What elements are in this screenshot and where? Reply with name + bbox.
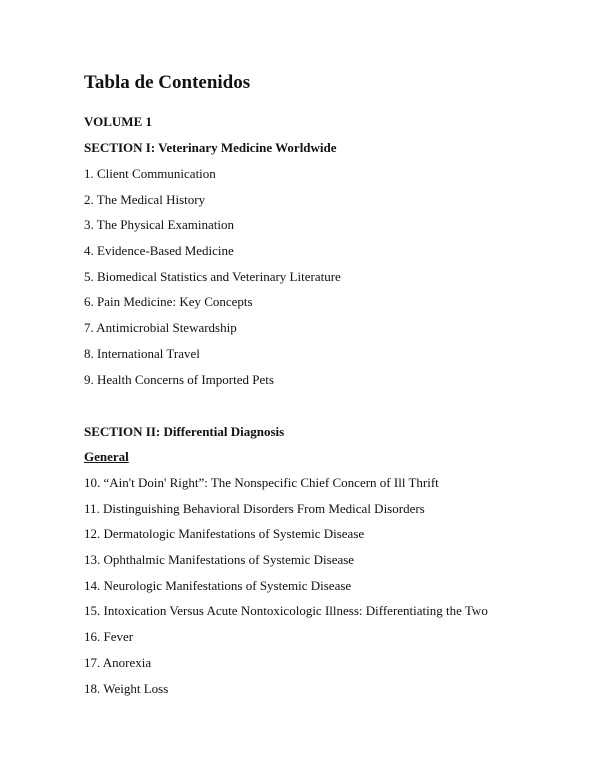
toc-entry: 8. International Travel xyxy=(84,345,200,361)
section-2-heading: SECTION II: Differential Diagnosis xyxy=(84,424,285,439)
section-1-toc-list xyxy=(84,166,341,397)
toc-entry: 16. Fever xyxy=(84,629,134,645)
toc-entry: 6. Pain Medicine: Key Concepts xyxy=(84,294,253,310)
toc-entry: 15. Intoxication Versus Acute Nontoxicologic Illness: Differentiating the Two xyxy=(84,603,488,619)
toc-entry: 14. Neurologic Manifestations of Systemic Disease xyxy=(84,577,352,593)
toc-entry: 18. Weight Loss xyxy=(84,680,169,696)
toc-entry: 5. Biomedical Statistics and Veterinary Literature xyxy=(84,268,341,284)
volume-heading: VOLUME 1 xyxy=(84,114,152,129)
toc-entry: 10. “Ain't Doin' Right”: The Nonspecific Chief Concern of Ill Thrift xyxy=(84,475,439,490)
subsection-heading-general: General xyxy=(84,449,129,464)
toc-entry: 1. Client Communication xyxy=(84,166,216,181)
toc-entry: 12. Dermatologic Manifestations of Systemic Disease xyxy=(84,526,365,542)
section-1-heading: SECTION I: Veterinary Medicine Worldwide xyxy=(84,140,337,155)
toc-entry: 4. Evidence-Based Medicine xyxy=(84,243,234,259)
section-2-toc-list xyxy=(84,475,488,706)
toc-entry: 3. The Physical Examination xyxy=(84,217,234,233)
toc-entry: 13. Ophthalmic Manifestations of Systemic Disease xyxy=(84,552,355,568)
toc-entry: 11. Distinguishing Behavioral Disorders From Medical Disorders xyxy=(84,500,425,516)
toc-entry: 7. Antimicrobial Stewardship xyxy=(84,320,237,336)
toc-entry: 2. The Medical History xyxy=(84,191,206,207)
page-title: Tabla de Contenidos xyxy=(84,72,251,93)
toc-entry: 9. Health Concerns of Imported Pets xyxy=(84,371,274,387)
toc-entry: 17. Anorexia xyxy=(84,654,152,670)
